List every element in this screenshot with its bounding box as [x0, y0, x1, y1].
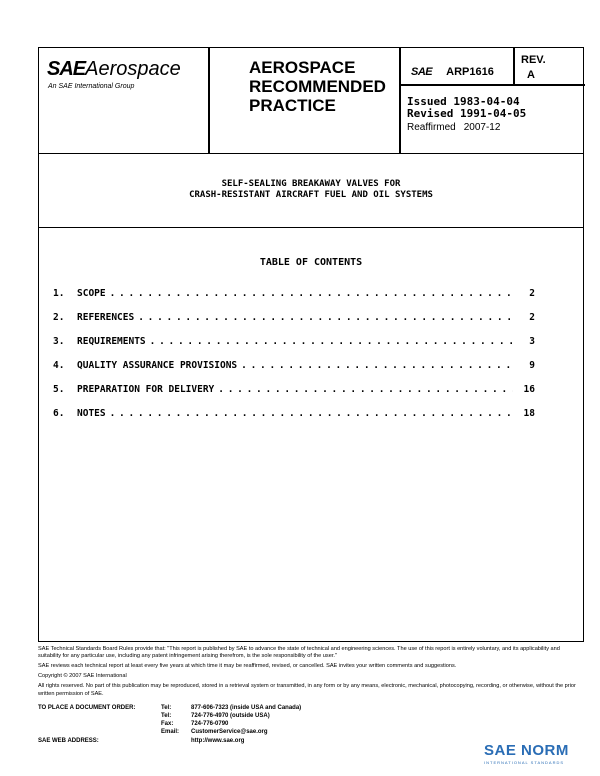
- toc-label: REFERENCES: [77, 311, 135, 323]
- document-title-box: [39, 153, 583, 228]
- divider: [399, 84, 585, 86]
- toc-label: QUALITY ASSURANCE PROVISIONS: [77, 359, 238, 371]
- title-line: RECOMMENDED: [249, 77, 386, 96]
- toc-leader: [150, 336, 513, 347]
- title-line: AEROSPACE: [249, 58, 356, 77]
- document-title-line: CRASH-RESISTANT AIRCRAFT FUEL AND OIL SYSTEMS: [189, 190, 433, 200]
- reaffirmed-line: [407, 122, 500, 133]
- contact-key: Tel:: [161, 713, 172, 719]
- document-type-title: [249, 58, 386, 115]
- toc-label: NOTES: [77, 407, 106, 419]
- email-link[interactable]: CustomerService@sae.org: [191, 729, 268, 735]
- contact-value: 724-776-0790: [191, 721, 229, 727]
- toc-leader: [218, 384, 513, 395]
- toc-number: 4.: [53, 359, 65, 371]
- toc-label: REQUIREMENTS: [77, 335, 146, 347]
- logo-aerospace-text: Aerospace: [85, 58, 181, 80]
- order-label: TO PLACE A DOCUMENT ORDER:: [38, 705, 136, 711]
- toc-page: 9: [529, 359, 535, 371]
- toc-entry[interactable]: [53, 281, 535, 305]
- header-block: [39, 48, 583, 154]
- toc-number: 5.: [53, 383, 65, 395]
- contact-key: Fax:: [161, 721, 174, 727]
- divider: [399, 48, 401, 153]
- contact-key: Email:: [161, 729, 180, 735]
- toc-page: 3: [529, 335, 535, 347]
- legal-footer: [38, 646, 584, 700]
- toc-entry[interactable]: [53, 377, 535, 401]
- web-address-label: SAE WEB ADDRESS:: [38, 738, 99, 744]
- issue-dates: [407, 96, 526, 120]
- rev-label: REV.: [521, 54, 546, 66]
- title-line: PRACTICE: [249, 96, 336, 115]
- sae-mini-logo: SAE: [411, 66, 433, 78]
- toc-entry[interactable]: [53, 353, 535, 377]
- document-frame: [38, 47, 584, 642]
- document-number: [411, 66, 494, 78]
- sae-aerospace-logo: [47, 58, 181, 81]
- contact-value: 724-776-4970 (outside USA): [191, 713, 270, 719]
- logo-subtitle: An SAE International Group: [48, 83, 135, 90]
- toc-entry[interactable]: [53, 329, 535, 353]
- footer-copyright: Copyright © 2007 SAE International: [38, 673, 127, 680]
- toc-page: 16: [523, 383, 535, 395]
- doc-number-text: ARP1616: [446, 66, 494, 78]
- toc-page: 2: [529, 287, 535, 299]
- divider: [513, 48, 515, 84]
- contact-value: 877-606-7323 (inside USA and Canada): [191, 705, 302, 711]
- document-title: [39, 179, 583, 201]
- toc-heading: TABLE OF CONTENTS: [259, 257, 363, 268]
- toc-leader: [138, 312, 513, 323]
- table-of-contents: [53, 281, 535, 425]
- rev-value: A: [527, 69, 535, 81]
- toc-page: 2: [529, 311, 535, 323]
- contact-key: Tel:: [161, 705, 172, 711]
- logo-sae-text: SAE: [47, 58, 86, 80]
- sae-norm-logo-sub: INTERNATIONAL STANDARDS: [484, 760, 565, 765]
- toc-number: 3.: [53, 335, 65, 347]
- reaffirmed-label: Reaffirmed: [407, 122, 456, 133]
- toc-entry[interactable]: [53, 401, 535, 425]
- toc-page: 18: [523, 407, 535, 419]
- toc-leader: [110, 408, 513, 419]
- issued-date: Issued 1983-04-04: [407, 95, 520, 108]
- toc-leader: [241, 360, 513, 371]
- divider: [208, 48, 210, 153]
- toc-number: 1.: [53, 287, 65, 299]
- footer-rights-text: All rights reserved. No part of this publication may be reproduced, stored in a retrieval system or transmitted, in any form or by any means, electronic, mechanical, photocopying, recording, or otherwise, without the prior written permission of SAE.: [38, 683, 576, 697]
- revised-date: Revised 1991-04-05: [407, 107, 527, 120]
- reaffirmed-date: 2007-12: [463, 122, 501, 133]
- footer-review-text: SAE reviews each technical report at least every five years at which time it may be reaffirmed, revised, or cancelled. SAE invites your written comments and suggestions.: [38, 663, 457, 670]
- toc-label: SCOPE: [77, 287, 106, 299]
- sae-norm-logo: SAE NORM: [484, 742, 569, 759]
- toc-number: 2.: [53, 311, 65, 323]
- toc-number: 6.: [53, 407, 65, 419]
- footer-rules-text: SAE Technical Standards Board Rules provide that: "This report is published by SAE to advance the state of technical and engineering sciences. The use of this report is entirely voluntary, and its applicability and suitability for any particular use, including any patent infringement arising therefrom, is the sole responsibility of the user.": [38, 646, 560, 660]
- document-title-line: SELF-SEALING BREAKAWAY VALVES FOR: [221, 179, 401, 189]
- toc-leader: [110, 288, 513, 299]
- toc-entry[interactable]: [53, 305, 535, 329]
- toc-label: PREPARATION FOR DELIVERY: [77, 383, 215, 395]
- web-address-link[interactable]: http://www.sae.org: [191, 738, 245, 744]
